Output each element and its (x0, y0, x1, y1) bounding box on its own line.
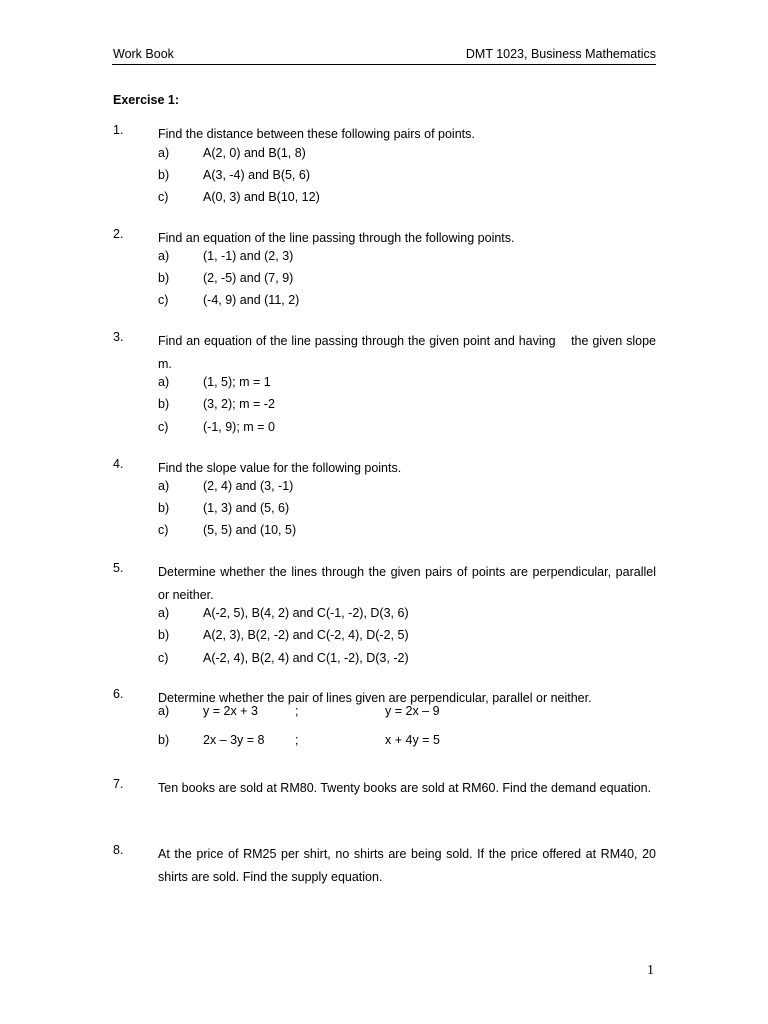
question-text: At the price of RM25 per shirt, no shirts are being sold. If the price offered at RM40, 20 shirts are sold. Find the supply equation. (158, 847, 656, 884)
sub-item-text: (-1, 9); m = 0 (203, 420, 275, 434)
sub-item-text: (2, 4) and (3, -1) (203, 479, 294, 493)
question-text: Ten books are sold at RM80. Twenty books are sold at RM60. Find the demand equation. (158, 781, 652, 795)
question-number: 7. (113, 777, 124, 791)
equation-pair (158, 704, 558, 726)
equation-separator: ; (295, 704, 299, 718)
sub-item-label: a) (158, 479, 170, 493)
sub-item-text: A(0, 3) and B(10, 12) (203, 190, 320, 204)
equation-right: y = 2x – 9 (385, 704, 440, 718)
question-number: 2. (113, 227, 124, 241)
sub-item-label: b) (158, 501, 170, 515)
question-number: 1. (113, 123, 124, 137)
sub-item-label: b) (158, 168, 170, 182)
header-left: Work Book (113, 47, 174, 61)
question-text: Find an equation of the line passing through the given point and having the given slope m. (158, 334, 660, 371)
sub-item-label: a) (158, 375, 170, 389)
sub-item-label: c) (158, 190, 169, 204)
sub-item-text: A(-2, 5), B(4, 2) and C(-1, -2), D(3, 6) (203, 606, 409, 620)
sub-item-label: a) (158, 704, 170, 718)
sub-item-text: A(-2, 4), B(2, 4) and C(1, -2), D(3, -2) (203, 651, 409, 665)
sub-item-label: c) (158, 293, 169, 307)
sub-item-text: A(2, 0) and B(1, 8) (203, 146, 306, 160)
sub-item-label: b) (158, 733, 170, 747)
equation-left: 2x – 3y = 8 (203, 733, 265, 747)
header-rule (112, 64, 656, 65)
sub-item-text: (-4, 9) and (11, 2) (203, 293, 300, 307)
page-number: 1 (647, 963, 654, 978)
sub-item-label: c) (158, 651, 169, 665)
equation-left: y = 2x + 3 (203, 704, 258, 718)
sub-item-text: (1, 3) and (5, 6) (203, 501, 290, 515)
question-text: Determine whether the pair of lines given are perpendicular, parallel or neither. (158, 691, 592, 705)
header-right: DMT 1023, Business Mathematics (465, 47, 656, 61)
sub-item-text: (3, 2); m = -2 (203, 397, 275, 411)
sub-item-label: a) (158, 606, 170, 620)
sub-item-label: b) (158, 628, 170, 642)
sub-item-label: b) (158, 271, 170, 285)
sub-item-label: b) (158, 397, 170, 411)
sub-item-text: (1, -1) and (2, 3) (203, 249, 294, 263)
sub-item-text: (5, 5) and (10, 5) (203, 523, 297, 537)
question-text: Find an equation of the line passing through the following points. (158, 231, 515, 245)
question-number: 5. (113, 561, 124, 575)
sub-item-label: c) (158, 420, 169, 434)
sub-item-text: A(2, 3), B(2, -2) and C(-2, 4), D(-2, 5) (203, 628, 409, 642)
equation-separator: ; (295, 733, 299, 747)
question-number: 4. (113, 457, 124, 471)
sub-item-text: (1, 5); m = 1 (203, 375, 271, 389)
sub-item-label: c) (158, 523, 169, 537)
sub-item-label: a) (158, 146, 170, 160)
question-number: 6. (113, 687, 124, 701)
question-number: 8. (113, 843, 124, 857)
equation-right: x + 4y = 5 (385, 733, 440, 747)
equation-pair (158, 733, 558, 755)
question-text: Find the distance between these following pairs of points. (158, 127, 475, 141)
sub-item-text: A(3, -4) and B(5, 6) (203, 168, 310, 182)
question-number: 3. (113, 330, 124, 344)
question-text: Determine whether the lines through the given pairs of points are perpendicular, parallel or neither. (158, 565, 656, 602)
exercise-title: Exercise 1: (113, 93, 180, 107)
sub-item-label: a) (158, 249, 170, 263)
sub-item-text: (2, -5) and (7, 9) (203, 271, 294, 285)
question-text: Find the slope value for the following points. (158, 461, 402, 475)
